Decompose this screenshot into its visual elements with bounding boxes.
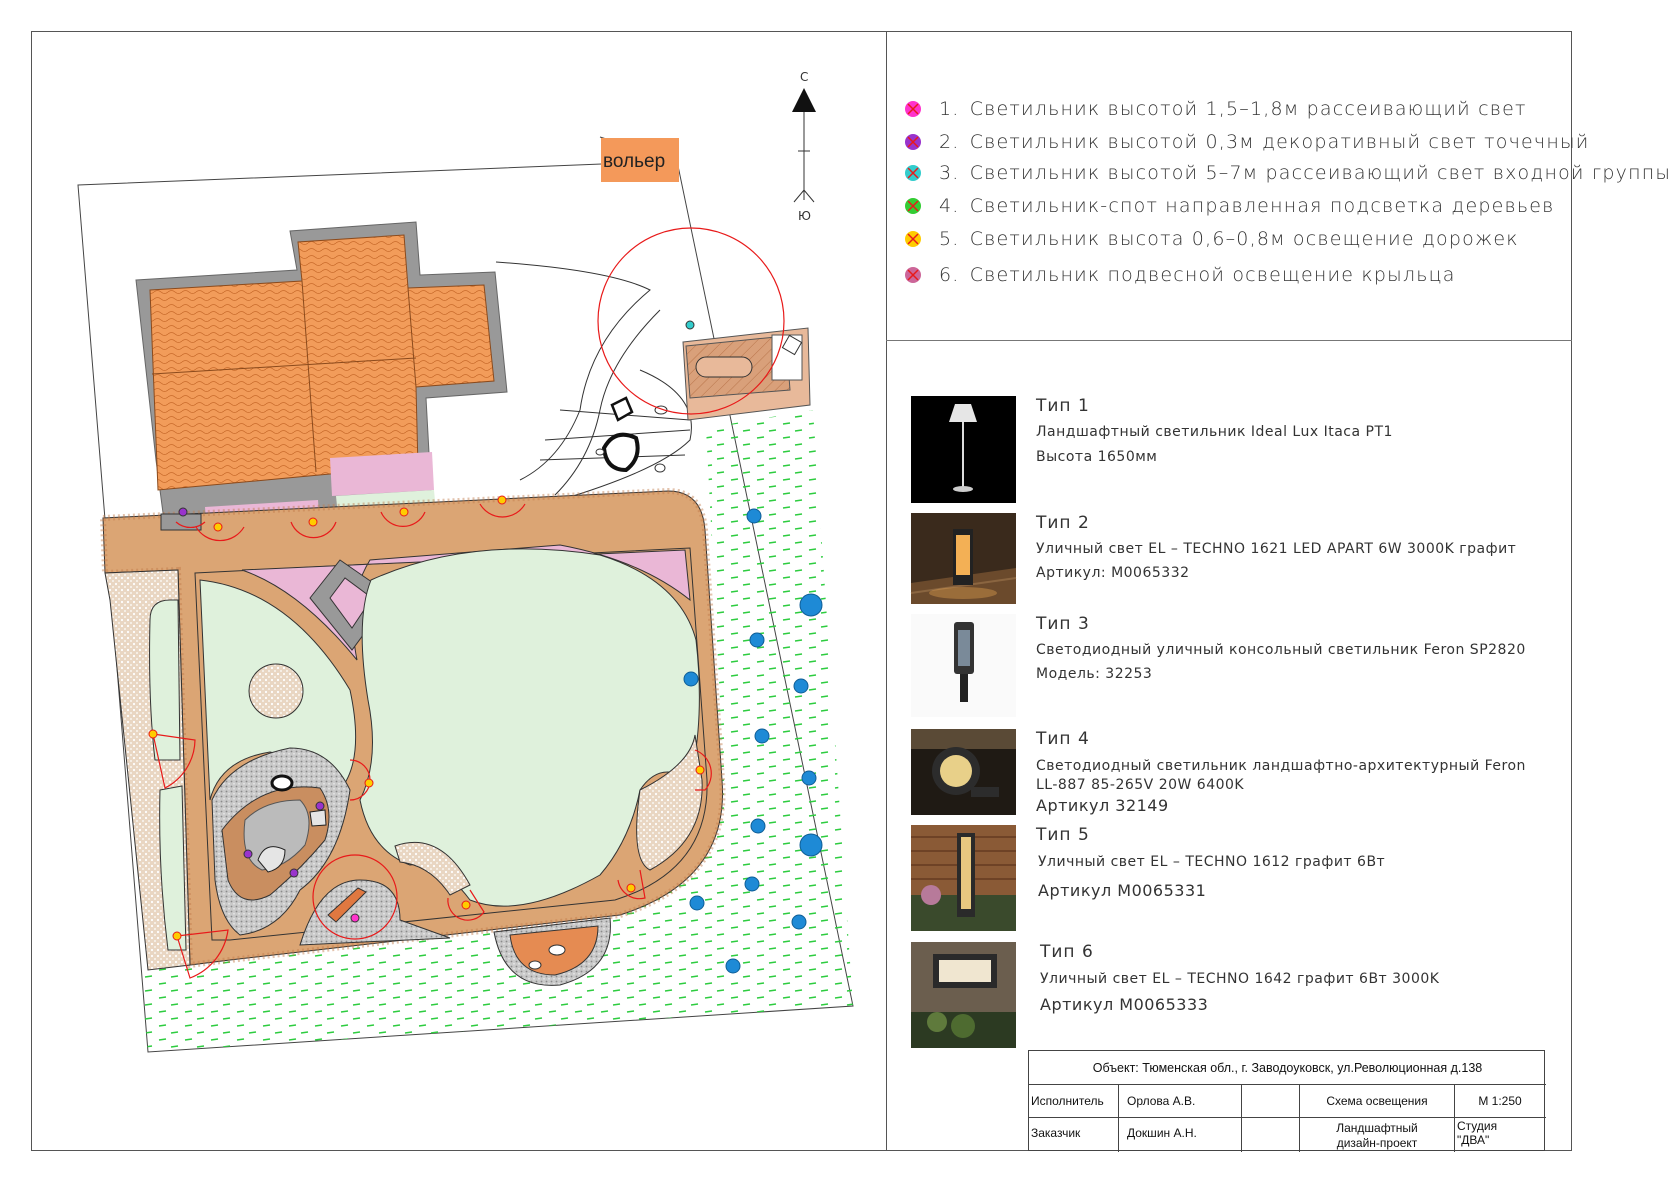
title-block-project-type-line2: дизайн-проект — [1336, 1136, 1418, 1150]
legend-item-1 — [905, 96, 1527, 122]
legend-item-5 — [905, 226, 1519, 252]
north-label: С — [800, 70, 809, 84]
fixture-type-2-desc: Уличный свет EL – TECHNO 1621 LED APART 6W 3000K графит — [1036, 541, 1517, 557]
legend-text-1: Светильник высотой 1,5–1,8м рассеивающий свет — [969, 98, 1527, 120]
title-block-executor-label: Исполнитель — [1031, 1094, 1104, 1108]
south-label: Ю — [798, 209, 811, 223]
legend-marker-6-icon — [905, 267, 921, 283]
legend-text-6: Светильник подвесной освещение крыльца — [969, 264, 1456, 286]
fixture-type-3-desc: Светодиодный уличный консольный светильник Feron SP2820 — [1036, 642, 1526, 658]
fixture-type-4-sku: Артикул 32149 — [1036, 796, 1169, 815]
legend-marker-5-icon — [905, 231, 921, 247]
fixture-type-5-sku: Артикул M0065331 — [1038, 881, 1207, 900]
legend-number-6: 6. — [939, 264, 960, 286]
legend-marker-3-icon — [905, 165, 921, 181]
legend-number-2: 2. — [939, 131, 960, 153]
title-block-studio-line1: Студия — [1457, 1119, 1498, 1133]
title-block-customer-label: Заказчик — [1031, 1126, 1081, 1140]
fixture-type-2-sku: Артикул: M0065332 — [1036, 565, 1190, 581]
title-block-executor-name: Орлова А.В. — [1127, 1094, 1196, 1108]
fixture-type-6-sku: Артикул M0065333 — [1040, 995, 1209, 1014]
fixture-type-3-title: Тип 3 — [1036, 614, 1090, 634]
fixture-type-4 — [911, 729, 1571, 815]
legend-number-1: 1. — [939, 98, 960, 120]
street-light-photo-icon — [911, 614, 1016, 717]
sheet-divider-horizontal — [886, 340, 1572, 341]
north-arrow — [792, 88, 816, 202]
fixture-type-1 — [911, 396, 1571, 503]
legend-text-3: Светильник высотой 5–7м рассеивающий свет входной группы — [969, 162, 1671, 184]
fixture-type-6 — [911, 942, 1571, 1048]
legend-text-4: Светильник-спот направленная подсветка деревьев — [969, 195, 1555, 217]
spot-light-photo-icon — [911, 729, 1016, 815]
fixture-type-6-title: Тип 6 — [1040, 942, 1094, 962]
title-block — [1028, 1050, 1545, 1151]
legend-item-6 — [905, 262, 1456, 288]
wall-light-photo-icon — [911, 942, 1016, 1048]
legend-number-5: 5. — [939, 228, 960, 250]
legend-text-2: Светильник высотой 0,3м декоративный свет точечный — [969, 131, 1590, 153]
gravel-circle — [249, 664, 303, 718]
fixture-type-1-height: Высота 1650мм — [1036, 449, 1158, 465]
title-block-sheet-title: Схема освещения — [1326, 1094, 1428, 1108]
fixture-type-3 — [911, 614, 1571, 717]
fixture-type-6-desc: Уличный свет EL – TECHNO 1642 графит 6Вт 3000K — [1040, 971, 1440, 987]
sheet-divider-vertical — [886, 31, 887, 1151]
legend-item-2 — [905, 129, 1589, 155]
path-light-photo-icon — [911, 825, 1016, 931]
floor-lamp-photo-icon — [911, 396, 1016, 503]
bollard-light-photo-icon — [911, 513, 1016, 604]
title-block-scale: М 1:250 — [1478, 1094, 1522, 1108]
fixture-type-4-desc: Светодиодный светильник ландшафтно-архитектурный Feron — [1036, 758, 1526, 774]
legend-number-3: 3. — [939, 162, 960, 184]
legend-marker-2-icon — [905, 134, 921, 150]
title-block-object: Объект: Тюменская обл., г. Заводоуковск, ул.Революционная д.138 — [1092, 1060, 1483, 1075]
legend-item-4 — [905, 193, 1554, 219]
fixture-type-4-specs: LL-887 85-265V 20W 6400K — [1036, 777, 1245, 793]
title-block-studio-line2: "ДВА" — [1457, 1133, 1490, 1147]
enclosure-label: вольер — [603, 151, 666, 172]
fixture-type-1-title: Тип 1 — [1036, 396, 1090, 416]
fixture-type-2-title: Тип 2 — [1036, 513, 1090, 533]
legend-number-4: 4. — [939, 195, 960, 217]
fixture-type-5 — [911, 825, 1571, 931]
title-block-customer-name: Докшин А.Н. — [1127, 1126, 1197, 1140]
legend-text-5: Светильник высота 0,6–0,8м освещение дорожек — [969, 228, 1519, 250]
legend-marker-4-icon — [905, 198, 921, 214]
legend-marker-1-icon — [905, 101, 921, 117]
fixture-type-4-title: Тип 4 — [1036, 729, 1090, 749]
legend-item-3 — [905, 160, 1671, 186]
fixture-type-5-desc: Уличный свет EL – TECHNO 1612 графит 6Вт — [1038, 854, 1386, 870]
fixture-type-5-title: Тип 5 — [1036, 825, 1090, 845]
fixture-type-2 — [911, 513, 1571, 604]
terrace — [683, 328, 810, 420]
title-block-project-type-line1: Ландшафтный — [1336, 1121, 1418, 1135]
fixture-type-3-model: Модель: 32253 — [1036, 666, 1153, 682]
fixture-type-1-desc: Ландшафтный светильник Ideal Lux Itaca PT1 — [1036, 424, 1393, 440]
